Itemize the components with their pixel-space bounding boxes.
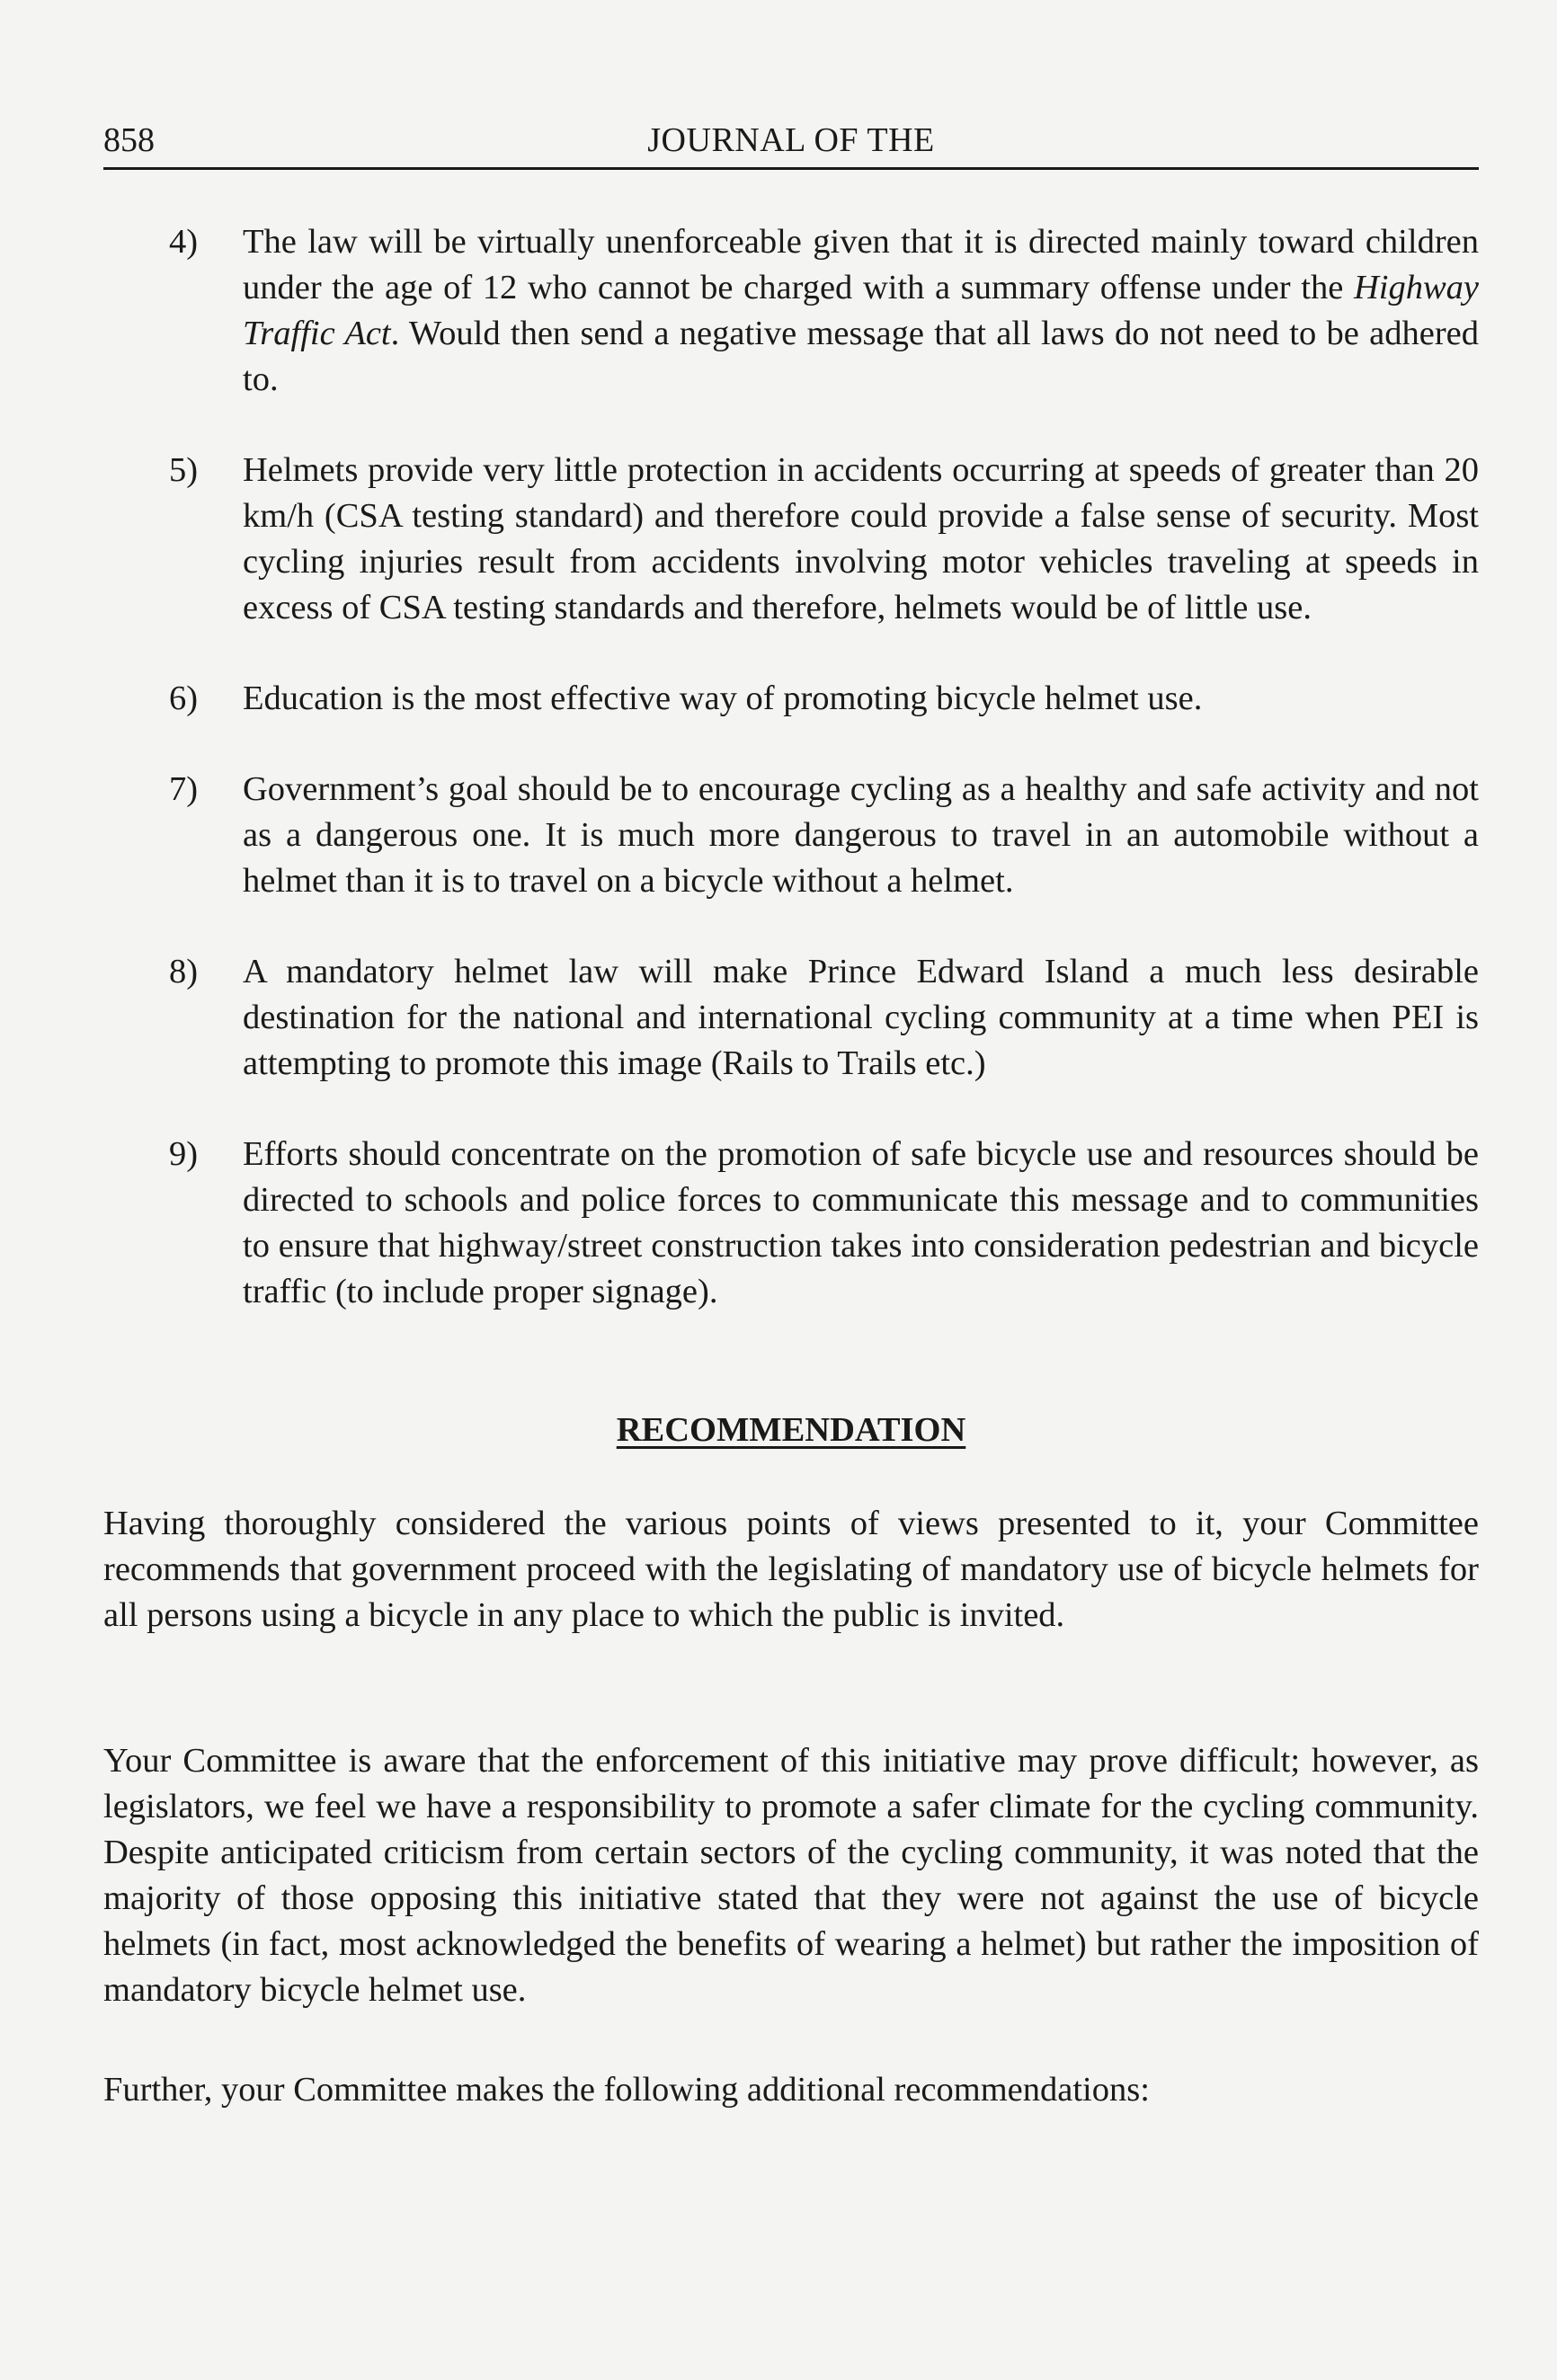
list-item-text: Helmets provide very little protection in accidents occurring at speeds of greater than 20 km/h (CSA testing standard) and therefore could provide a false sense of security. Most cycling injuries result from accidents involving motor vehicles traveling at speeds in excess of CSA testing standards and therefore, helmets would be of little use. [243, 451, 1479, 626]
page-header [103, 120, 1479, 170]
running-head: JOURNAL OF THE [647, 121, 935, 159]
page-number: 858 [103, 121, 155, 159]
list-item-number: 9) [169, 1135, 199, 1173]
list-item-8 [103, 949, 1479, 1087]
list-item-number: 5) [169, 451, 199, 489]
act-title: Highway Traffic Act [243, 269, 1479, 352]
list-item-text: A mandatory helmet law will make Prince Edward Island a much less desirable destination for the national and international cycling community at a time when PEI is attempting to promote this image (Rails to Trails etc.) [243, 953, 1479, 1082]
list-item-number: 8) [169, 953, 199, 990]
list-item-7 [103, 767, 1479, 904]
numbered-list [103, 219, 1479, 1360]
list-item-number: 4) [169, 223, 199, 261]
list-item-text: The law will be virtually unenforceable given that it is directed mainly toward children under the age of 12 who cannot be charged with a summary offense under the [243, 223, 1479, 306]
paragraph-enforcement: Your Committee is aware that the enforcement of this initiative may prove difficult; however, as legislators, we feel we have a responsibility to promote a safer climate for the cycling community. Despite anticipated criticism from certain sectors of the cycling community, it was noted that the majority of those opposing this initiative stated that they were not against the use of bicycle helmets (in fact, most acknowledged the benefits of wearing a helmet) but rather the imposition of mandatory bicycle helmet use. [103, 1742, 1479, 2009]
list-item-text: Government’s goal should be to encourage cycling as a healthy and safe activity and not as a dangerous one. It is much more dangerous to travel in an automobile without a helmet than it is to travel on a bicycle without a helmet. [243, 770, 1479, 900]
list-item-4 [103, 219, 1479, 403]
list-item-number: 7) [169, 770, 199, 808]
list-item-text: Education is the most effective way of promoting bicycle helmet use. [243, 679, 1203, 717]
section-heading: RECOMMENDATION [616, 1411, 966, 1449]
paragraph-further: Further, your Committee makes the following additional recommendations: [103, 2071, 1150, 2109]
list-item-9 [103, 1132, 1479, 1315]
paragraph-recommendation: Having thoroughly considered the various points of views presented to it, your Committee recommends that government proceed with the legislating of mandatory use of bicycle helmets for all persons using a bicycle in any place to which the public is invited. [103, 1505, 1479, 1634]
list-item-text: . Would then send a negative message that all laws do not need to be adhered to. [243, 315, 1479, 398]
list-item-5 [103, 448, 1479, 631]
list-item-text: Efforts should concentrate on the promotion of safe bicycle use and resources should be directed to schools and police forces to communicate this message and to communities to ensure that highway/street construction takes into consideration pedestrian and bicycle traffic (to include proper signage). [243, 1135, 1479, 1310]
list-item-number: 6) [169, 679, 199, 717]
list-item-6 [103, 676, 1479, 722]
